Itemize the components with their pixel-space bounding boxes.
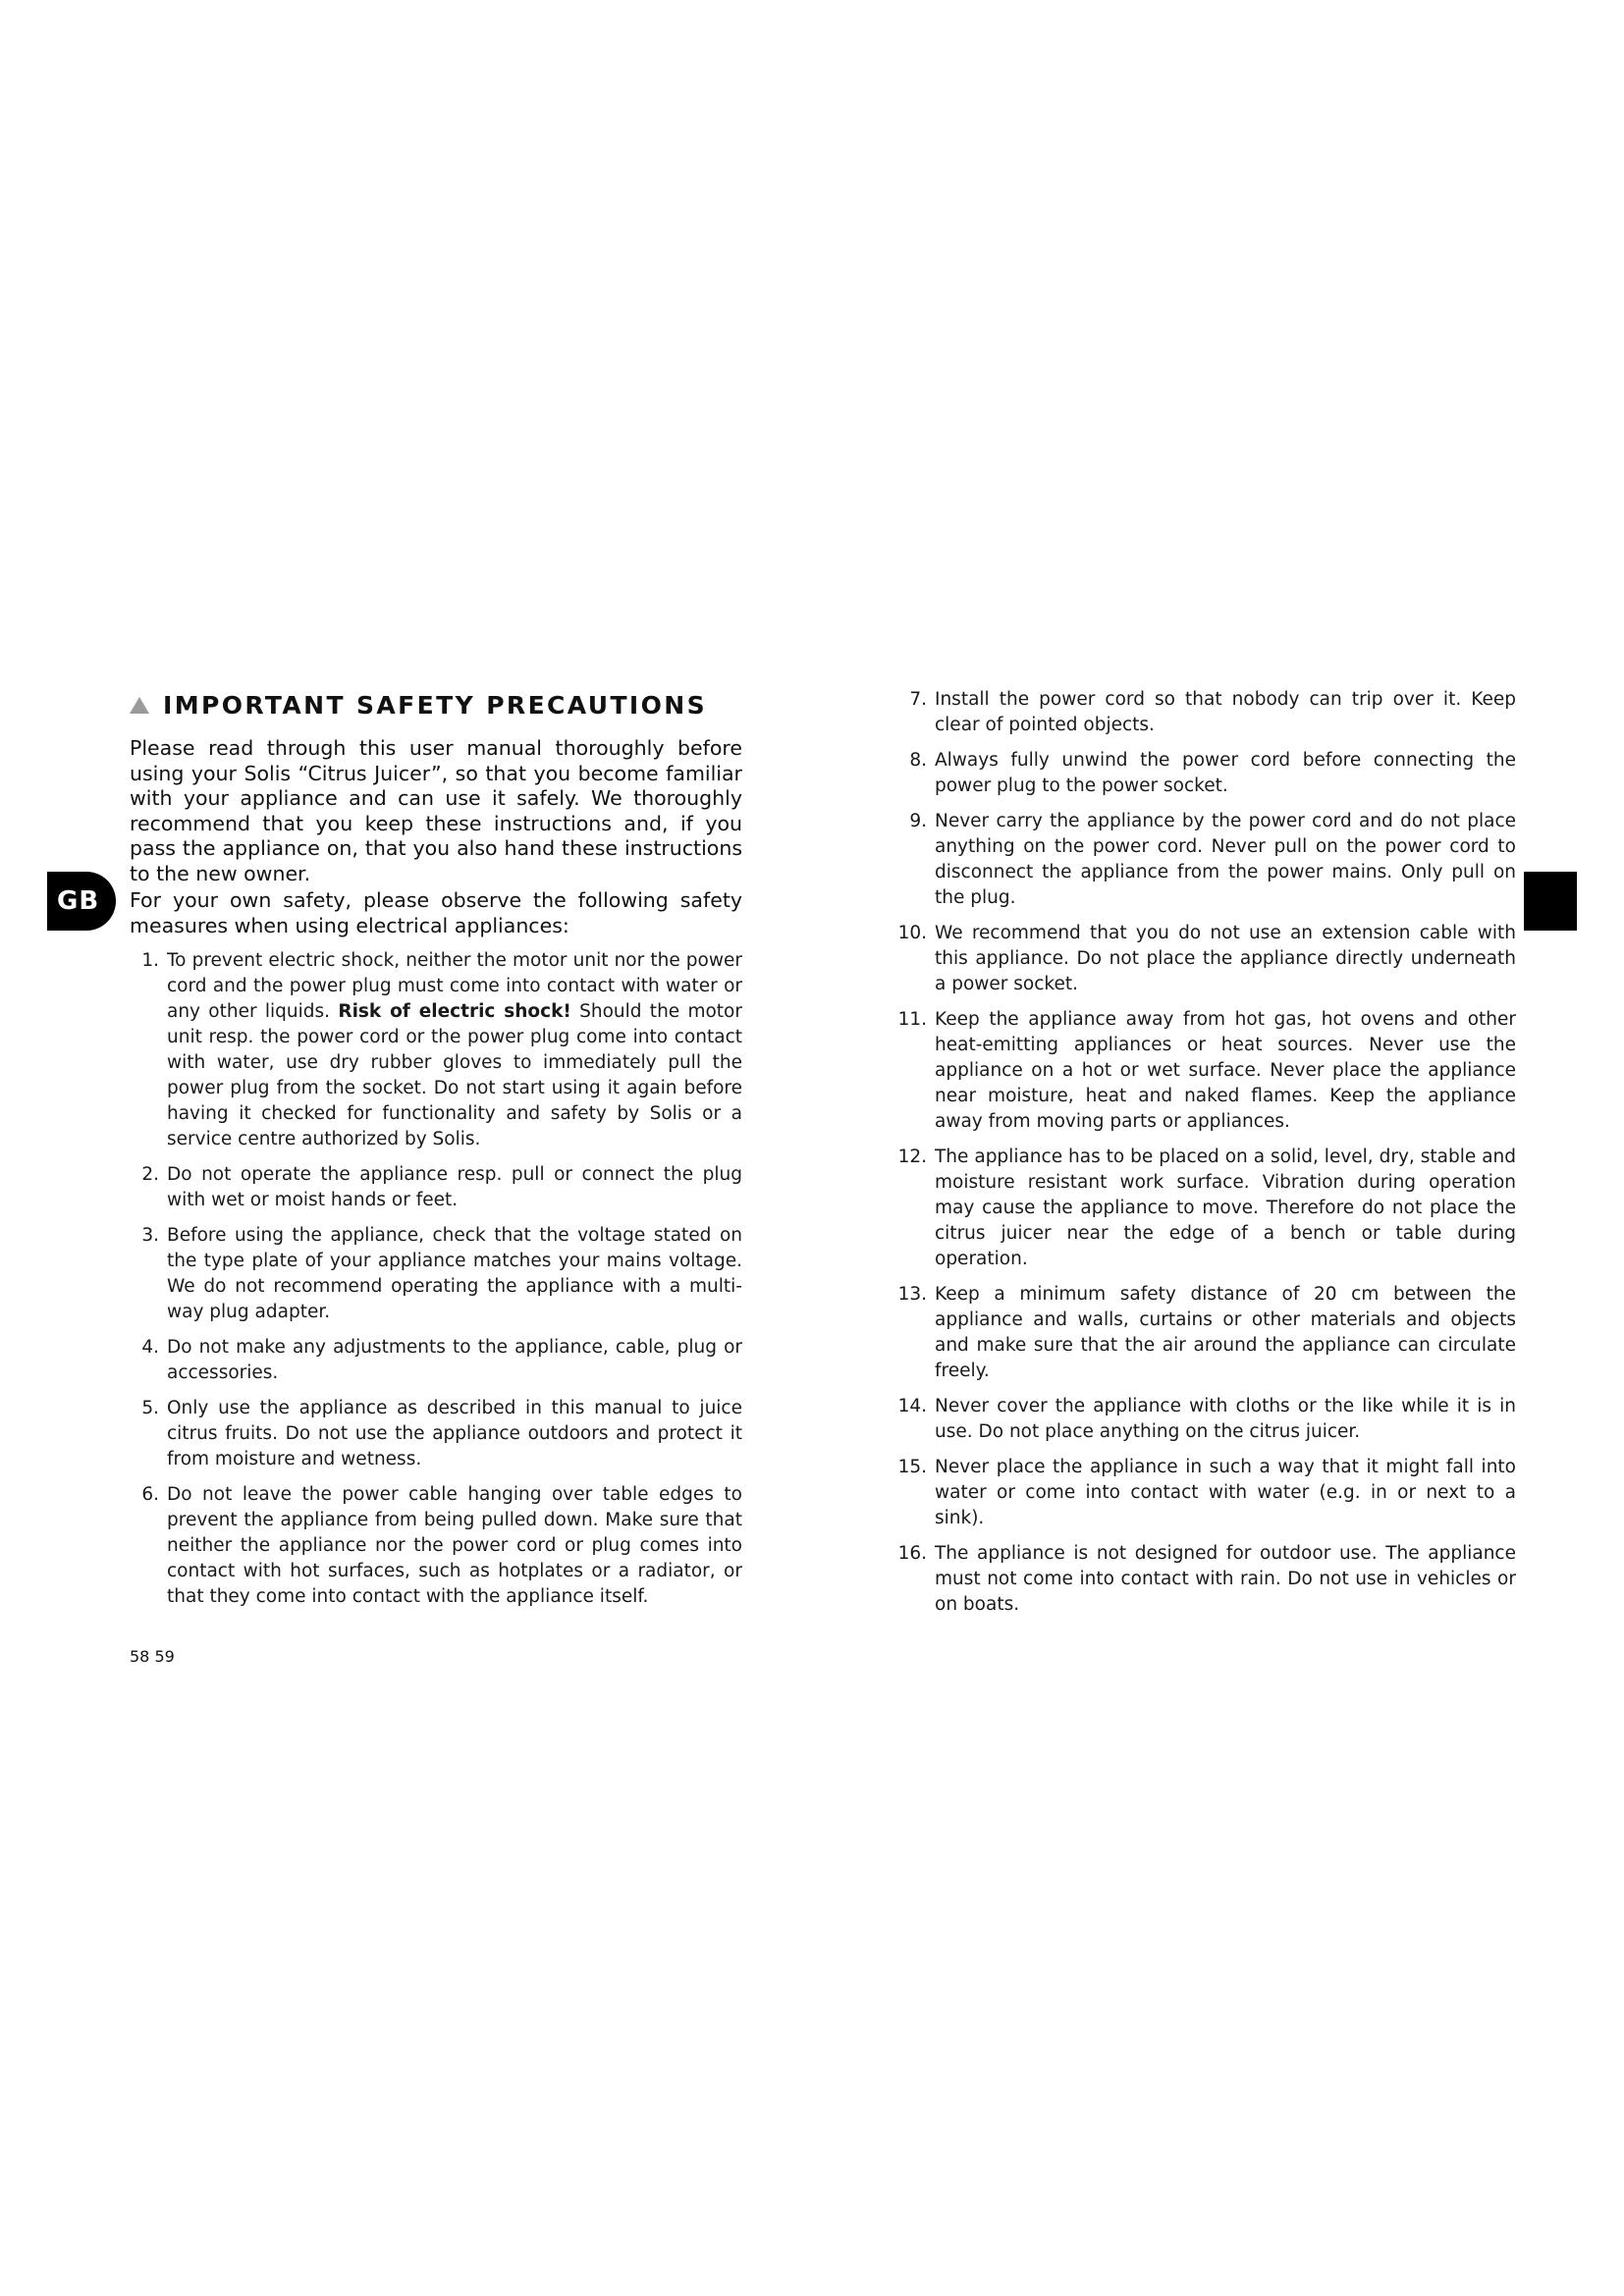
list-item-number: 9. bbox=[909, 811, 927, 831]
list-item-number: 5. bbox=[141, 1398, 159, 1418]
list-item-text: Keep a minimum safety distance of 20 cm between the appliance and walls, curtains or other materials and objects and make sure that the air around the appliance can circulate freely. bbox=[935, 1284, 1516, 1381]
list-item bbox=[888, 921, 1516, 997]
list-item-text: Only use the appliance as described in this manual to juice citrus fruits. Do not use the appliance outdoors and protect it from moisture and wetness. bbox=[167, 1398, 742, 1469]
list-item bbox=[888, 1282, 1516, 1384]
list-item-text: Do not make any adjustments to the appliance, cable, plug or accessories. bbox=[167, 1337, 742, 1383]
list-item bbox=[888, 1394, 1516, 1445]
list-item bbox=[888, 687, 1516, 738]
page-numbers: 58 59 bbox=[130, 1647, 175, 1666]
list-item bbox=[888, 809, 1516, 911]
list-item-number: 13. bbox=[897, 1284, 927, 1305]
list-item-number: 4. bbox=[141, 1337, 159, 1358]
list-item-text: The appliance has to be placed on a solid, level, dry, stable and moisture resistant work surface. Vibration during operation may cause the appliance to move. Therefore do not place the citrus juicer near the edge of a bench or table during operation. bbox=[935, 1147, 1516, 1269]
list-item-number: 12. bbox=[897, 1147, 927, 1167]
list-item-number: 3. bbox=[141, 1225, 159, 1246]
list-item-number: 14. bbox=[897, 1396, 927, 1416]
list-item bbox=[130, 1223, 742, 1325]
list-item-text: The appliance is not designed for outdoor use. The appliance must not come into contact with rain. Do not use in vehicles or on boats. bbox=[935, 1543, 1516, 1615]
list-item-text: Never carry the appliance by the power cord and do not place anything on the power cord. Never pull on the power cord to disconnect the appliance from the power mains. Only pull on the plug. bbox=[935, 811, 1516, 908]
language-tab-gb: GB bbox=[47, 872, 116, 931]
list-item-number: 7. bbox=[909, 689, 927, 710]
list-item bbox=[130, 948, 742, 1152]
list-item bbox=[888, 1145, 1516, 1272]
list-item bbox=[130, 1482, 742, 1610]
list-item-text: Always fully unwind the power cord before connecting the power plug to the power socket. bbox=[935, 750, 1516, 796]
list-item bbox=[888, 1455, 1516, 1531]
list-item bbox=[130, 1335, 742, 1386]
list-item-text: Should the motor unit resp. the power cord or the power plug come into contact with water, use dry rubber gloves to immediately pull the power plug from the socket. Do not start using it again before having it checked for functionality and safety by Solis or a service centre authorized by Solis. bbox=[167, 1001, 742, 1149]
intro-paragraph: Please read through this user manual thoroughly before using your Solis “Citrus Juicer”, so that you become familiar with your appliance and can use it safely. We thoroughly recommend that you keep these instructions and, if you pass the appliance on, that you also hand these instructions to the new owner. bbox=[130, 736, 742, 885]
left-safety-list bbox=[130, 948, 742, 1610]
list-item-text: Do not operate the appliance resp. pull or connect the plug with wet or moist hands or feet. bbox=[167, 1164, 742, 1210]
list-item-number: 2. bbox=[141, 1164, 159, 1185]
right-edge-tab bbox=[1524, 872, 1577, 931]
list-item-text: To prevent electric shock, neither the motor unit nor the power cord and the power plug must come into contact with water or any other liquids. bbox=[167, 950, 742, 1022]
list-item-text: Keep the appliance away from hot gas, hot ovens and other heat-emitting appliances or heat sources. Never use the appliance on a hot or wet surface. Never place the appliance near moisture, heat and naked flames. Keep the appliance away from moving parts or appliances. bbox=[935, 1009, 1516, 1132]
list-item-number: 15. bbox=[897, 1457, 927, 1477]
list-item-text: Do not leave the power cable hanging over table edges to prevent the appliance from being pulled down. Make sure that neither the appliance nor the power cord or plug comes into contact with hot surfaces, such as hotplates or a radiator, or that they come into contact with the appliance itself. bbox=[167, 1484, 742, 1607]
safety-measures-intro: For your own safety, please observe the following safety measures when using electrical appliances: bbox=[130, 888, 742, 937]
list-item-text: We recommend that you do not use an extension cable with this appliance. Do not place the appliance directly underneath a power socket. bbox=[935, 923, 1516, 994]
list-item bbox=[888, 748, 1516, 799]
list-item bbox=[888, 1007, 1516, 1135]
risk-warning-text: Risk of electric shock! bbox=[338, 1001, 571, 1022]
list-item-text: Before using the appliance, check that the voltage stated on the type plate of your appliance matches your mains voltage. We do not recommend operating the appliance with a multi-way plug adapter. bbox=[167, 1225, 742, 1322]
section-heading-text: IMPORTANT SAFETY PRECAUTIONS bbox=[163, 690, 708, 720]
list-item bbox=[130, 1162, 742, 1213]
list-item-number: 16. bbox=[897, 1543, 927, 1564]
left-column bbox=[130, 687, 742, 1620]
list-item bbox=[888, 1541, 1516, 1618]
list-item bbox=[130, 1396, 742, 1472]
list-item-number: 1. bbox=[141, 950, 159, 971]
right-column bbox=[888, 687, 1516, 1628]
warning-triangle-icon bbox=[130, 697, 149, 714]
list-item-number: 10. bbox=[897, 923, 927, 943]
list-item-number: 11. bbox=[897, 1009, 927, 1030]
list-item-text: Never cover the appliance with cloths or the like while it is in use. Do not place anything on the citrus juicer. bbox=[935, 1396, 1516, 1442]
section-heading bbox=[130, 687, 742, 722]
list-item-number: 8. bbox=[909, 750, 927, 771]
list-item-text: Install the power cord so that nobody can trip over it. Keep clear of pointed objects. bbox=[935, 689, 1516, 735]
right-safety-list bbox=[888, 687, 1516, 1618]
list-item-text: Never place the appliance in such a way that it might fall into water or come into contact with water (e.g. in or next to a sink). bbox=[935, 1457, 1516, 1528]
list-item-number: 6. bbox=[141, 1484, 159, 1505]
